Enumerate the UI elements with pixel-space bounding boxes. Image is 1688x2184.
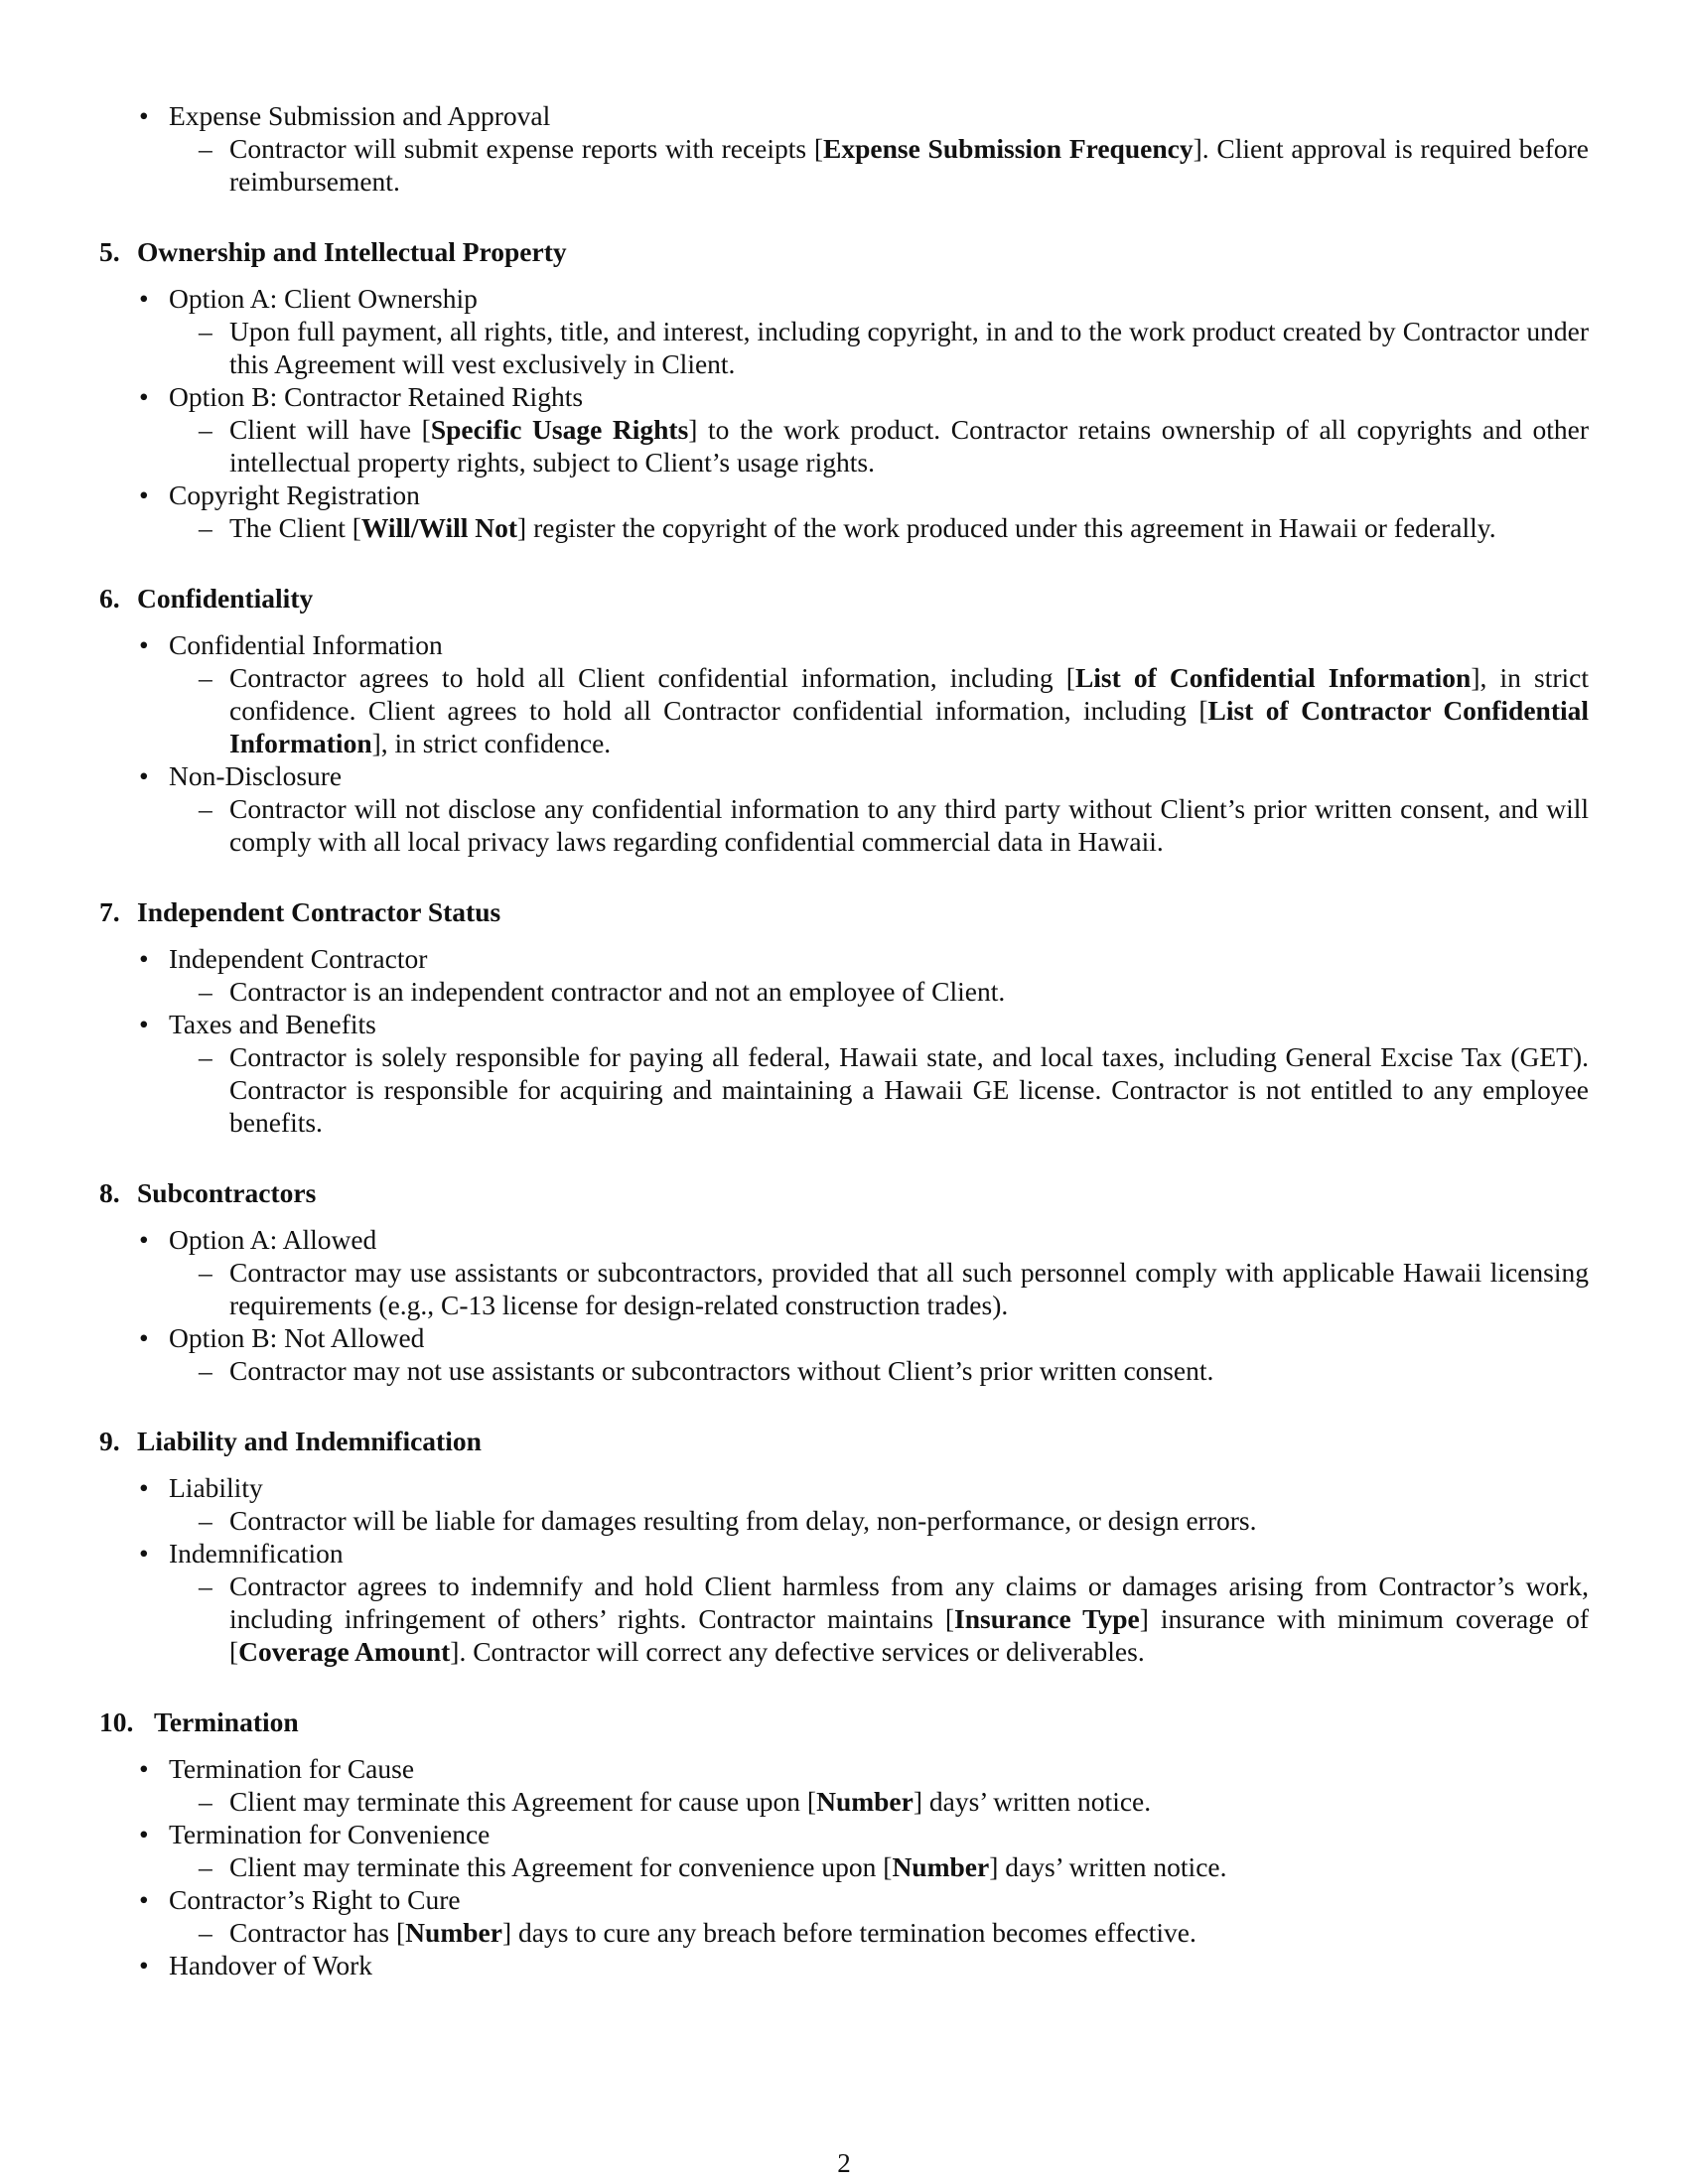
placeholder-field: Number [892, 1851, 990, 1882]
sub-item-text: ] to the work product. Contractor retains ownership of all copyrights and other intellectual property rights, subject to Client’s usage rights. [229, 414, 1589, 478]
bullet-label: Termination for Cause [169, 1753, 415, 1784]
bullet-label: Option A: Client Ownership [169, 283, 478, 314]
document-body [99, 99, 1589, 2019]
bullet-item-copyright-registration [99, 478, 1589, 511]
dash-marker: – [199, 976, 212, 1007]
sub-item [99, 792, 1589, 858]
sub-item-text: Contractor may use assistants or subcontractors, provided that all such personnel comply with applicable Hawaii licensing requirements (e.g., C-13 license for design-related construction trades). [229, 1257, 1589, 1320]
sub-item [99, 511, 1589, 544]
bullet-marker: • [139, 629, 149, 660]
bullet-item-option-a-client-ownership [99, 282, 1589, 315]
sub-item-text: Contractor is solely responsible for paying all federal, Hawaii state, and local taxes, including General Excise Tax (GET). Contractor is responsible for acquiring and maintaining a Hawaii GE license. Contractor is not entitled to any employee benefits. [229, 1041, 1589, 1138]
placeholder-field: List of Confidential Information [1074, 662, 1472, 693]
bullet-marker: • [139, 1224, 149, 1255]
bullet-label: Option B: Not Allowed [169, 1322, 425, 1353]
bullet-item-non-disclosure [99, 759, 1589, 792]
dash-marker: – [199, 1355, 212, 1386]
sub-item [99, 1354, 1589, 1387]
bullet-marker: • [139, 1950, 149, 1980]
sub-item [99, 1040, 1589, 1139]
dash-marker: – [199, 512, 212, 543]
bullet-item-independent-contractor [99, 942, 1589, 975]
section-heading [99, 1176, 1589, 1209]
section-title: Termination [154, 1706, 299, 1737]
dash-marker: – [199, 1505, 212, 1536]
bullet-item-option-b-not-allowed [99, 1321, 1589, 1354]
dash-marker: – [199, 1786, 212, 1817]
placeholder-field: Expense Submission Frequency [823, 133, 1194, 164]
bullet-marker: • [139, 381, 149, 412]
placeholder-field: Number [405, 1917, 502, 1948]
page-number: 2 [837, 2148, 851, 2178]
sub-item-text: Contractor will not disclose any confidential information to any third party without Client’s prior written consent, and will comply with all local privacy laws regarding confidential commercial data in Hawaii. [229, 793, 1589, 857]
bullet-label: Indemnification [169, 1538, 344, 1569]
bullet-item-confidential-information [99, 628, 1589, 661]
bullet-marker: • [139, 1538, 149, 1569]
section-number: 9. [99, 1426, 120, 1456]
dash-marker: – [199, 1570, 212, 1601]
bullet-item-option-b-contractor-retained-rights [99, 380, 1589, 413]
sub-item [99, 413, 1589, 478]
sub-item [99, 975, 1589, 1008]
sub-item-text: ] insurance with minimum coverage of [ [229, 1603, 1589, 1667]
section-title: Independent Contractor Status [137, 896, 501, 927]
section-heading [99, 1706, 1589, 1738]
sub-item [99, 315, 1589, 380]
dash-marker: – [199, 1257, 212, 1288]
bullet-marker: • [139, 479, 149, 510]
section-number: 10. [99, 1706, 134, 1737]
section-number: 7. [99, 896, 120, 927]
placeholder-field: Number [816, 1786, 914, 1817]
sub-item-text: Contractor will submit expense reports with receipts [ [229, 133, 824, 164]
section-number: 5. [99, 236, 120, 267]
dash-marker: – [199, 1917, 212, 1948]
sub-item [99, 132, 1589, 198]
section-4-continuation [99, 99, 1589, 198]
bullet-label: Expense Submission and Approval [169, 100, 551, 131]
sub-item-text: Contractor is an independent contractor and not an employee of Client. [229, 976, 1006, 1007]
sub-item-text: The Client [ [229, 512, 361, 543]
bullet-marker: • [139, 1322, 149, 1353]
bullet-label: Handover of Work [169, 1950, 373, 1980]
bullet-marker: • [139, 760, 149, 791]
sub-item [99, 1256, 1589, 1321]
bullet-label: Option A: Allowed [169, 1224, 377, 1255]
bullet-marker: • [139, 1753, 149, 1784]
section-termination [99, 1706, 1589, 1981]
section-heading [99, 235, 1589, 268]
bullet-item-indemnification [99, 1537, 1589, 1570]
sub-item-text: ], in strict confidence. Client agrees to hold all Contractor confidential information, including [ [229, 662, 1589, 726]
bullet-label: Confidential Information [169, 629, 443, 660]
dash-marker: – [199, 133, 212, 164]
section-list [99, 235, 1589, 1981]
sub-item-text: Upon full payment, all rights, title, and interest, including copyright, in and to the work product created by Contractor under this Agreement will vest exclusively in Client. [229, 316, 1589, 379]
bullet-item-taxes-and-benefits [99, 1008, 1589, 1040]
section-heading [99, 895, 1589, 928]
bullet-item-expense-submission-and-approval [99, 99, 1589, 132]
bullet-marker: • [139, 1472, 149, 1503]
placeholder-field: Specific Usage Rights [430, 414, 689, 445]
sub-item-text: ]. Contractor will correct any defective services or deliverables. [450, 1636, 1145, 1667]
bullet-item-termination-for-cause [99, 1752, 1589, 1785]
bullet-marker: • [139, 1819, 149, 1849]
placeholder-field: List of Contractor Confidential Information [229, 695, 1590, 758]
sub-item-text: Client may terminate this Agreement for cause upon [ [229, 1786, 817, 1817]
bullet-label: Independent Contractor [169, 943, 428, 974]
section-heading [99, 1425, 1589, 1457]
sub-item-text: Contractor has [ [229, 1917, 406, 1948]
sub-item-text: Contractor will be liable for damages resulting from delay, non-performance, or design errors. [229, 1505, 1257, 1536]
sub-item-text: ] days to cure any breach before termination becomes effective. [501, 1917, 1196, 1948]
bullet-label: Option B: Contractor Retained Rights [169, 381, 584, 412]
sub-item [99, 661, 1589, 759]
dash-marker: – [199, 414, 212, 445]
bullet-item-termination-for-convenience [99, 1818, 1589, 1850]
sub-item-text: Contractor may not use assistants or subcontractors without Client’s prior written consent. [229, 1355, 1214, 1386]
sub-item [99, 1916, 1589, 1949]
bullet-marker: • [139, 1884, 149, 1915]
dash-marker: – [199, 1851, 212, 1882]
sub-item-text: ]. Client approval is required before reimbursement. [229, 133, 1589, 197]
bullet-marker: • [139, 1009, 149, 1039]
sub-item [99, 1785, 1589, 1818]
section-number: 8. [99, 1177, 120, 1208]
sub-item-text: ], in strict confidence. [371, 728, 612, 758]
bullet-label: Termination for Convenience [169, 1819, 491, 1849]
dash-marker: – [199, 316, 212, 346]
sub-item-text: Client will have [ [229, 414, 431, 445]
bullet-label: Liability [169, 1472, 263, 1503]
bullet-marker: • [139, 943, 149, 974]
section-title: Confidentiality [137, 583, 314, 614]
section-title: Subcontractors [137, 1177, 317, 1208]
section-subcontractors [99, 1176, 1589, 1387]
bullet-label: Non-Disclosure [169, 760, 343, 791]
sub-item-text: ] days’ written notice. [989, 1851, 1227, 1882]
bullet-label: Copyright Registration [169, 479, 420, 510]
bullet-label: Contractor’s Right to Cure [169, 1884, 461, 1915]
sub-item [99, 1570, 1589, 1668]
sub-item-text: Contractor agrees to hold all Client confidential information, including [ [229, 662, 1075, 693]
bullet-item-contractor-s-right-to-cure [99, 1883, 1589, 1916]
dash-marker: – [199, 793, 212, 824]
placeholder-field: Coverage Amount [238, 1636, 451, 1667]
dash-marker: – [199, 662, 212, 693]
section-independent-contractor-status [99, 895, 1589, 1139]
bullet-item-liability [99, 1471, 1589, 1504]
sub-item [99, 1504, 1589, 1537]
sub-item-text: Contractor agrees to indemnify and hold Client harmless from any claims or damages arising from Contractor’s work, including infringement of others’ rights. Contractor maintains [ [229, 1570, 1589, 1634]
bullet-item-handover-of-work [99, 1949, 1589, 1981]
sub-item-text: Client may terminate this Agreement for convenience upon [ [229, 1851, 893, 1882]
section-heading [99, 582, 1589, 614]
section-title: Ownership and Intellectual Property [137, 236, 567, 267]
placeholder-field: Insurance Type [954, 1603, 1140, 1634]
bullet-marker: • [139, 283, 149, 314]
section-title: Liability and Indemnification [137, 1426, 482, 1456]
placeholder-field: Will/Will Not [360, 512, 518, 543]
section-ownership-and-intellectual-property [99, 235, 1589, 544]
bullet-label: Taxes and Benefits [169, 1009, 376, 1039]
dash-marker: – [199, 1041, 212, 1072]
section-number: 6. [99, 583, 120, 614]
sub-item [99, 1850, 1589, 1883]
section-confidentiality [99, 582, 1589, 858]
bullet-item-option-a-allowed [99, 1223, 1589, 1256]
section-liability-and-indemnification [99, 1425, 1589, 1668]
bullet-marker: • [139, 100, 149, 131]
sub-item-text: ] register the copyright of the work produced under this agreement in Hawaii or federally. [517, 512, 1496, 543]
sub-item-text: ] days’ written notice. [913, 1786, 1152, 1817]
